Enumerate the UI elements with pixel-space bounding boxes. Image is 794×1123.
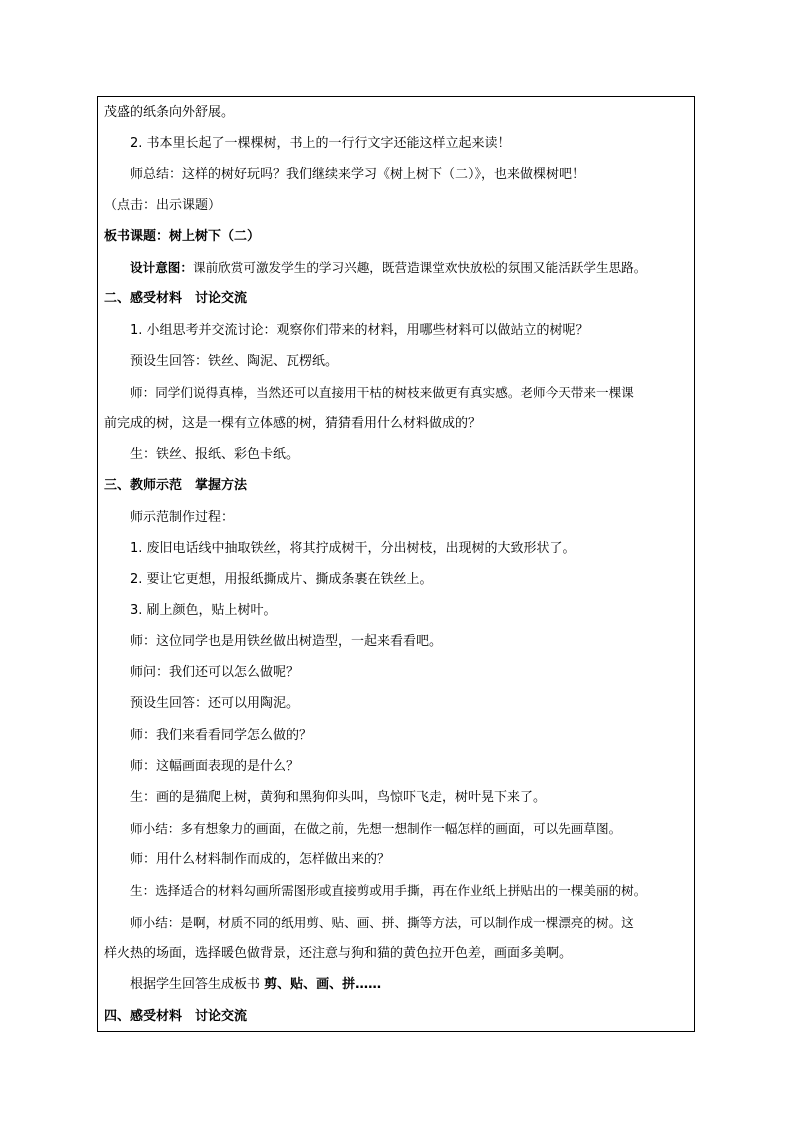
text-line: 2. 要让它更想，用报纸撕成片、撕成条裹在铁丝上。 [130,572,433,587]
text-line: 师：这位同学也是用铁丝做出树造型，一起来看看吧。 [130,634,443,649]
text-line: 1. 废旧电话线中抽取铁丝，将其拧成树干，分出树枝，出现树的大致形状了。 [130,541,576,556]
board-summary-line [130,976,690,994]
text-line: 生：画的是猫爬上树，黄狗和黑狗仰头叫，鸟惊吓飞走，树叶晃下来了。 [130,790,547,805]
text-line: 师小结：多有想象力的画面，在做之前，先想一想制作一幅怎样的画面，可以先画草图。 [130,821,622,836]
text-line: 前完成的树，这是一棵有立体感的树，猜猜看用什么材料做成的？ [104,416,482,431]
board-title-text: 树上树下（二） [169,229,261,244]
text-line: 师：这幅画面表现的是什么？ [130,759,300,774]
text-line: 师小结：是啊，材质不同的纸用剪、贴、画、拼、撕等方法，可以制作成一棵漂亮的树。这 [130,915,634,930]
text-line: 茂盛的纸条向外舒展。 [104,105,235,120]
text-line: 预设生回答：还可以用陶泥。 [130,696,300,711]
design-intent-label: 设计意图： [130,260,193,275]
section-heading: 四、感受材料 讨论交流 [104,1009,248,1024]
text-line: 生：铁丝、报纸、彩色卡纸。 [130,447,300,462]
board-summary-keywords: 剪、贴、画、拼…… [264,977,382,992]
board-summary-text: 根据学生回答生成板书 [130,977,265,992]
text-line: 师：我们来看看同学怎么做的？ [130,728,313,743]
section-heading: 三、教师示范 掌握方法 [104,478,248,493]
text-line: 样火热的场面，选择暖色做背景，还注意与狗和猫的黄色拉开色差，画面多美啊。 [104,946,573,961]
text-line: （点击：出示课题） [104,198,222,213]
text-line: 师总结：这样的树好玩吗？我们继续来学习《树上树下（二）》，也来做棵树吧！ [130,167,586,182]
board-title-label: 板书课题： [104,229,170,244]
text-line: 3. 刷上颜色，贴上树叶。 [130,603,277,618]
text-line: 2. 书本里长起了一棵棵树，书上的一行行文字还能这样立起来读！ [130,136,511,151]
design-intent-text: 课前欣赏可激发学生的学习兴趣，既营造课堂欢快放松的氛围又能活跃学生思路。 [192,260,647,275]
text-line: 师问：我们还可以怎么做呢？ [130,665,300,680]
design-intent-line [130,259,690,277]
text-line: 生：选择适合的材料勾画所需图形或直接剪或用手撕，再在作业纸上拼贴出的一棵美丽的树。 [130,883,647,898]
text-line: 师：用什么材料制作而成的，怎样做出来的？ [130,852,391,867]
text-line: 师：同学们说得真棒，当然还可以直接用干枯的树枝来做更有真实感。老师今天带来一棵课 [130,385,634,400]
section-heading: 二、感受材料 讨论交流 [104,291,248,306]
text-line: 师示范制作过程： [130,510,235,525]
text-line: 预设生回答：铁丝、陶泥、瓦楞纸。 [130,354,339,369]
text-line: 1. 小组思考并交流讨论：观察你们带来的材料，用哪些材料可以做站立的树呢？ [130,323,589,338]
board-title-line [104,228,690,246]
